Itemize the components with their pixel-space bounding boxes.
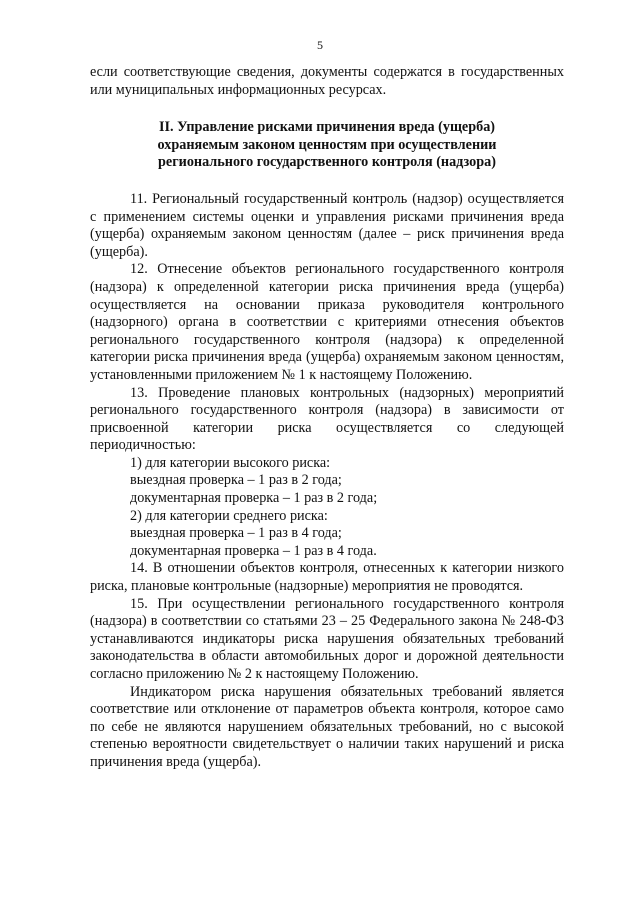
paragraph-12: 12. Отнесение объектов регионального государственного контроля (надзора) к определенной категории риска причинения вреда (ущерба) осуществляется на основании приказа руководителя контрольного (надзорного) органа в соответствии с критериями отнесения объектов регионального государственного контроля (надзора) к определенной категории риска причинения вреда (ущерба) охраняемым законом ценностям, установленными приложением № 1 к настоящему Положению.	[90, 261, 564, 383]
document-body	[90, 64, 564, 772]
list-item: 2) для категории среднего риска:	[130, 507, 328, 524]
list-item: документарная проверка – 1 раз в 2 года;	[130, 490, 378, 507]
section-heading-line: регионального государственного контроля (надзора)	[158, 154, 496, 171]
intro-paragraph: если соответствующие сведения, документы содержатся в государственных или муниципальных информационных ресурсах.	[90, 64, 564, 98]
paragraph-14: 14. В отношении объектов контроля, отнесенных к категории низкого риска, плановые контрольные (надзорные) мероприятия не проводятся.	[90, 560, 564, 595]
paragraph-13: 13. Проведение плановых контрольных (надзорных) мероприятий регионального государственного контроля (надзора) в зависимости от присвоенной категории риска осуществляется со следующей периодичностью:	[90, 384, 564, 454]
list-item: выездная проверка – 1 раз в 4 года;	[130, 525, 342, 542]
paragraph-indicator: Индикатором риска нарушения обязательных требований является соответствие или отклонение от параметров объекта контроля, которое само по себе не являются нарушением обязательных требований, но с высокой степенью вероятности свидетельствует о наличии таких нарушений и риска причинения вреда (ущерба).	[90, 683, 564, 770]
list-item: 1) для категории высокого риска:	[130, 454, 331, 471]
section-heading-line: охраняемым законом ценностям при осуществлении	[157, 136, 497, 153]
section-heading-line: II. Управление рисками причинения вреда (ущерба)	[158, 119, 496, 136]
page-number: 5	[317, 38, 323, 52]
list-item: выездная проверка – 1 раз в 2 года;	[130, 472, 342, 489]
section-heading	[90, 119, 564, 172]
periodicity-list	[90, 455, 564, 561]
list-item: документарная проверка – 1 раз в 4 года.	[130, 542, 377, 559]
paragraph-15: 15. При осуществлении регионального государственного контроля (надзора) в соответствии со статьями 23 – 25 Федерального закона № 248-ФЗ устанавливаются индикаторы риска нарушения обязательных требований законодательства в области автомобильных дорог и дорожной деятельности согласно приложению № 2 к настоящему Положению.	[90, 595, 564, 682]
paragraph-11: 11. Региональный государственный контроль (надзор) осуществляется с применением системы оценки и управления рисками причинения вреда (ущерба) охраняемым законом ценностям (далее – риск причинения вреда (ущерба).	[90, 190, 564, 260]
